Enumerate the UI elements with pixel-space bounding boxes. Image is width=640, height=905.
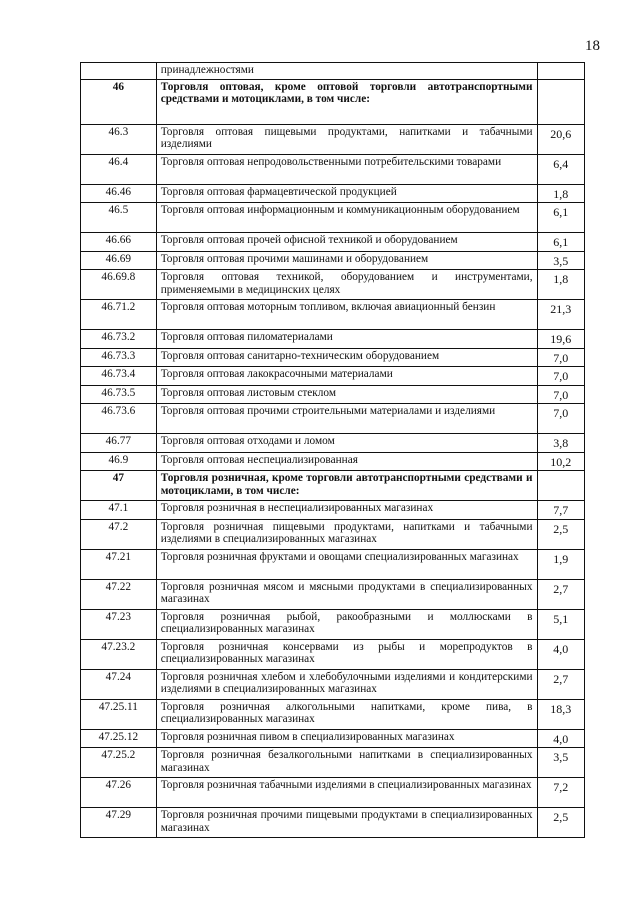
table-row: [81, 404, 585, 434]
table-row: [81, 729, 585, 748]
table-row: [81, 330, 585, 349]
okved-code-cell: 47.25.12: [81, 729, 157, 748]
table-row: [81, 669, 585, 699]
okved-code-cell: 47.24: [81, 669, 157, 699]
rate-value-cell: 7,7: [537, 501, 584, 520]
rate-value-cell: 7,2: [537, 778, 584, 808]
okved-code-cell: 47.26: [81, 778, 157, 808]
table-row: [81, 778, 585, 808]
okved-code-cell: 47.25.11: [81, 699, 157, 729]
rate-value-cell: 6,4: [537, 154, 584, 184]
activity-name-cell: Торговля розничная консервами из рыбы и морепродуктов в специализированных магазинах: [156, 639, 537, 669]
activity-name-cell: Торговля розничная мясом и мясными продуктами в специализированных магазинах: [156, 579, 537, 609]
table-row: [81, 367, 585, 386]
table-row: [81, 233, 585, 252]
okved-code-cell: 47.25.2: [81, 748, 157, 778]
rate-value-cell: 10,2: [537, 452, 584, 471]
table-row: [81, 808, 585, 838]
okved-code-cell: 47.23: [81, 609, 157, 639]
okved-code-cell: 46.73.3: [81, 348, 157, 367]
table-row: [81, 748, 585, 778]
activity-name-cell: Торговля оптовая лакокрасочными материалами: [156, 367, 537, 386]
table-row: [81, 609, 585, 639]
okved-code-cell: 46: [81, 79, 157, 124]
table-row: [81, 549, 585, 579]
okved-code-cell: 46.3: [81, 124, 157, 154]
rate-value-cell: 2,5: [537, 808, 584, 838]
okved-code-cell: 46.46: [81, 184, 157, 203]
okved-code-cell: 46.69.8: [81, 270, 157, 300]
rate-value-cell: 3,8: [537, 434, 584, 453]
activity-name-cell: Торговля розничная пищевыми продуктами, напитками и табачными изделиями в специализированных магазинах: [156, 519, 537, 549]
activity-name-cell: Торговля розничная в неспециализированных магазинах: [156, 501, 537, 520]
activity-name-cell: Торговля оптовая прочими строительными материалами и изделиями: [156, 404, 537, 434]
rate-value-cell: 18,3: [537, 699, 584, 729]
okved-code-cell: 47: [81, 471, 157, 501]
rate-value-cell: 7,0: [537, 348, 584, 367]
activity-name-cell: Торговля оптовая пищевыми продуктами, напитками и табачными изделиями: [156, 124, 537, 154]
okved-code-cell: 46.73.2: [81, 330, 157, 349]
okved-code-cell: 46.9: [81, 452, 157, 471]
okved-code-cell: [81, 63, 157, 80]
rate-value-cell: 2,5: [537, 519, 584, 549]
activity-name-cell: Торговля оптовая информационным и коммуникационным оборудованием: [156, 203, 537, 233]
table-row: [81, 639, 585, 669]
table-row: [81, 63, 585, 80]
table-row: [81, 452, 585, 471]
rate-value-cell: [537, 79, 584, 124]
activity-name-cell: Торговля оптовая непродовольственными потребительскими товарами: [156, 154, 537, 184]
table-row: [81, 300, 585, 330]
activity-name-cell: Торговля оптовая моторным топливом, включая авиационный бензин: [156, 300, 537, 330]
activity-name-cell: Торговля розничная алкогольными напитками, кроме пива, в специализированных магазинах: [156, 699, 537, 729]
rate-value-cell: 20,6: [537, 124, 584, 154]
rate-value-cell: 2,7: [537, 669, 584, 699]
table-body: [81, 63, 585, 838]
okved-code-cell: 46.73.6: [81, 404, 157, 434]
rate-value-cell: 6,1: [537, 233, 584, 252]
okved-code-cell: 46.69: [81, 251, 157, 270]
okved-code-cell: 46.4: [81, 154, 157, 184]
activity-name-cell: Торговля оптовая, кроме оптовой торговли автотранспортными средствами и мотоциклами, в том числе:: [156, 79, 537, 124]
table-row: [81, 385, 585, 404]
okved-code-cell: 46.77: [81, 434, 157, 453]
activity-name-cell: Торговля розничная, кроме торговли автотранспортными средствами и мотоциклами, в том числе:: [156, 471, 537, 501]
rate-value-cell: 3,5: [537, 251, 584, 270]
rate-value-cell: [537, 471, 584, 501]
rate-value-cell: 1,8: [537, 184, 584, 203]
rate-value-cell: 1,9: [537, 549, 584, 579]
okved-code-cell: 46.66: [81, 233, 157, 252]
rate-value-cell: 1,8: [537, 270, 584, 300]
okved-code-cell: 46.5: [81, 203, 157, 233]
activity-name-cell: Торговля оптовая техникой, оборудованием и инструментами, применяемыми в медицинских целях: [156, 270, 537, 300]
table-row: [81, 124, 585, 154]
activity-name-cell: Торговля оптовая листовым стеклом: [156, 385, 537, 404]
rate-value-cell: 6,1: [537, 203, 584, 233]
okved-code-cell: 47.29: [81, 808, 157, 838]
rate-value-cell: 21,3: [537, 300, 584, 330]
rate-value-cell: 4,0: [537, 729, 584, 748]
rate-value-cell: 7,0: [537, 404, 584, 434]
okved-code-cell: 47.22: [81, 579, 157, 609]
rate-value-cell: 4,0: [537, 639, 584, 669]
okved-code-cell: 46.73.5: [81, 385, 157, 404]
okved-code-cell: 47.21: [81, 549, 157, 579]
activity-name-cell: Торговля оптовая санитарно-техническим оборудованием: [156, 348, 537, 367]
okved-code-cell: 47.23.2: [81, 639, 157, 669]
table-row: [81, 348, 585, 367]
activity-name-cell: Торговля оптовая прочей офисной техникой и оборудованием: [156, 233, 537, 252]
table-row: [81, 579, 585, 609]
rate-value-cell: [537, 63, 584, 80]
table-row: [81, 270, 585, 300]
okved-code-cell: 47.2: [81, 519, 157, 549]
table-row: [81, 154, 585, 184]
activity-name-cell: Торговля оптовая отходами и ломом: [156, 434, 537, 453]
table-row: [81, 519, 585, 549]
activity-name-cell: Торговля розничная пивом в специализированных магазинах: [156, 729, 537, 748]
activity-name-cell: принадлежностями: [156, 63, 537, 80]
activity-name-cell: Торговля оптовая прочими машинами и оборудованием: [156, 251, 537, 270]
activity-name-cell: Торговля оптовая неспециализированная: [156, 452, 537, 471]
rate-value-cell: 7,0: [537, 385, 584, 404]
table-row: [81, 434, 585, 453]
okved-code-cell: 46.71.2: [81, 300, 157, 330]
rate-value-cell: 3,5: [537, 748, 584, 778]
table-row: [81, 184, 585, 203]
table-row: [81, 203, 585, 233]
rate-value-cell: 19,6: [537, 330, 584, 349]
activity-name-cell: Торговля розничная рыбой, ракообразными и моллюсками в специализированных магазинах: [156, 609, 537, 639]
table-row: [81, 251, 585, 270]
activity-name-cell: Торговля розничная прочими пищевыми продуктами в специализированных магазинах: [156, 808, 537, 838]
rate-value-cell: 5,1: [537, 609, 584, 639]
okved-rates-table: [80, 62, 585, 838]
okved-code-cell: 46.73.4: [81, 367, 157, 386]
activity-name-cell: Торговля розничная фруктами и овощами специализированных магазинах: [156, 549, 537, 579]
activity-name-cell: Торговля оптовая пиломатериалами: [156, 330, 537, 349]
okved-code-cell: 47.1: [81, 501, 157, 520]
table-row: [81, 699, 585, 729]
table-row: [81, 501, 585, 520]
rate-value-cell: 2,7: [537, 579, 584, 609]
page-number: 18: [585, 38, 600, 54]
table-row: [81, 471, 585, 501]
activity-name-cell: Торговля розничная табачными изделиями в специализированных магазинах: [156, 778, 537, 808]
activity-name-cell: Торговля оптовая фармацевтической продукцией: [156, 184, 537, 203]
table-row: [81, 79, 585, 124]
rate-value-cell: 7,0: [537, 367, 584, 386]
activity-name-cell: Торговля розничная хлебом и хлебобулочными изделиями и кондитерскими изделиями в специализированных магазинах: [156, 669, 537, 699]
activity-name-cell: Торговля розничная безалкогольными напитками в специализированных магазинах: [156, 748, 537, 778]
